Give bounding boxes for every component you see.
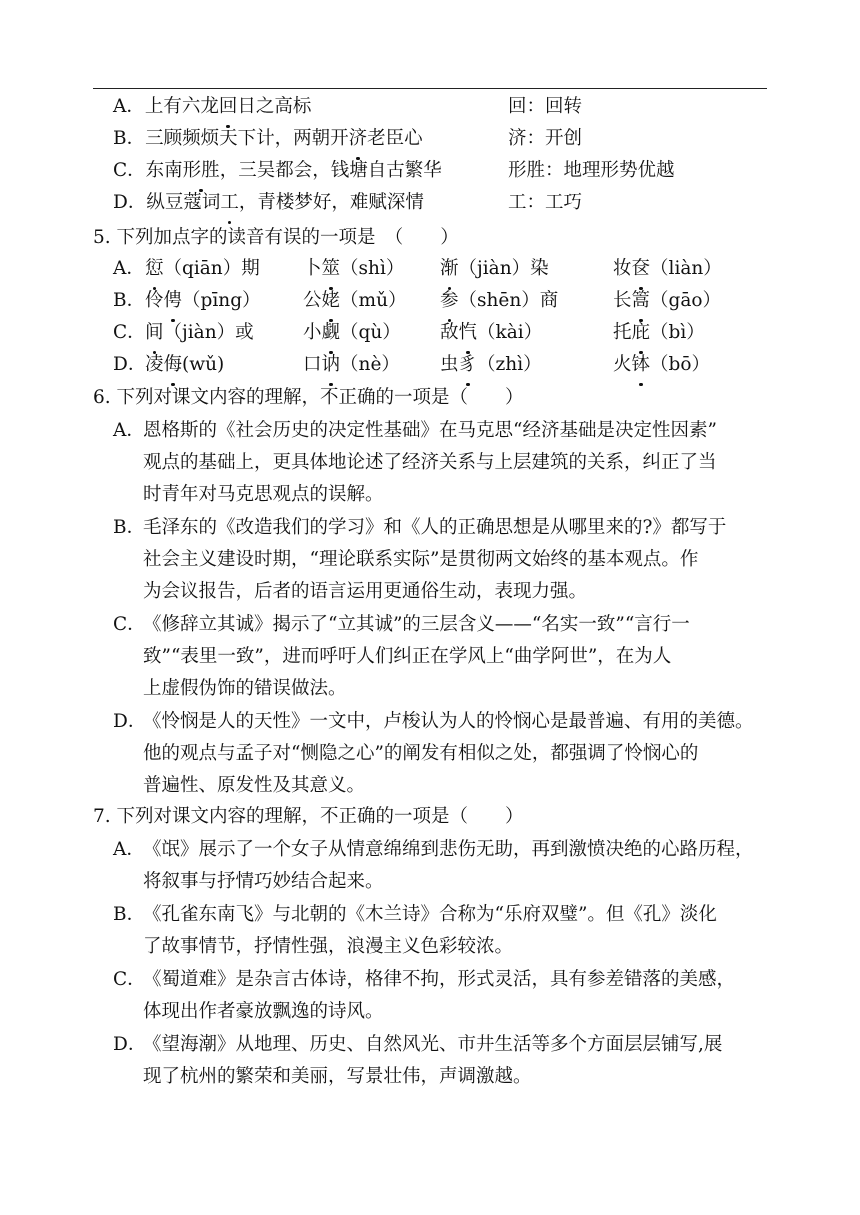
q7-stem: 7. 下列对课文内容的理解，不正确的一项是（ ） <box>93 806 524 827</box>
emphasis-dot-text: 侮 <box>164 349 183 381</box>
emphasis-dot-text: 觑 <box>322 317 341 349</box>
q4-option-d: D．纵豆蔻词工，青楼梦好，难赋深情 <box>113 187 424 219</box>
q6-option-label: D． <box>113 711 147 732</box>
q5-item: 妆奁（liàn） <box>613 253 722 285</box>
emphasis-dot-text: 篙 <box>632 285 651 317</box>
q6-stem: 6. 下列对课文内容的理解，不正确的一项是（ ） <box>93 387 524 408</box>
q5-item: 小觑（qù） <box>303 317 401 349</box>
emphasis-dot-text: 间 <box>145 317 164 349</box>
q5-item: 口讷（nè） <box>303 349 400 381</box>
q6-option-text: 《修辞立其诚》揭示了“立其诚”的三层含义——“名实一致”“言行一 致”“表里一致”，进而呼吁人们纠正在学风上“曲学阿世”，在为人 上虚假伪饰的错误做法。 <box>143 614 690 699</box>
emphasis-dot-text: 豸 <box>459 349 478 381</box>
emphasis-dot-text: 讷 <box>322 349 341 381</box>
emphasis-dot-text: 俜 <box>164 285 183 317</box>
q5-item: 公姥（mǔ） <box>303 285 407 317</box>
q7-option-label: C． <box>113 969 146 990</box>
q6-option-label: A． <box>113 420 145 441</box>
q5-item: 间（jiàn）或 <box>145 317 254 349</box>
emphasis-dot-text: 参 <box>440 285 459 317</box>
q7-option-text: 《孔雀东南飞》与北朝的《木兰诗》合称为“乐府双璧”。但《孔》淡化 了故事情节，抒情性强，浪漫主义色彩较浓。 <box>143 904 717 957</box>
q5-item: 伶俜（pīng） <box>145 285 261 317</box>
q6-option-text: 《怜悯是人的天性》一文中，卢梭认为人的怜悯心是最普遍、有用的美德。 他的观点与孟子对“恻隐之心”的阐发有相似之处，都强调了怜悯心的 普遍性、原发性及其意义。 <box>143 711 754 796</box>
q7-option-text: 《蜀道难》是杂言古体诗，格律不拘，形式灵活，具有参差错落的美感， 体现出作者豪放飘逸的诗风。 <box>143 969 736 1022</box>
q5-row-label: B． <box>113 290 146 311</box>
q5-item: 参（shēn）商 <box>440 285 558 317</box>
q4-option-b: B．三顾频烦天下计，两朝开济老臣心 <box>113 123 423 155</box>
q7-option-label: D． <box>113 1034 147 1055</box>
q6-option-label: C． <box>113 614 146 635</box>
emphasis-dot-text: 渐 <box>440 253 459 285</box>
q5-item: 愆（qiān）期 <box>145 253 260 285</box>
emphasis-dot-text: 筮 <box>322 253 341 285</box>
q6-option-label: B． <box>113 517 146 538</box>
q4-option-c: C．东南形胜，三吴都会，钱塘自古繁华 <box>113 155 442 187</box>
emphasis-dot-text: 回 <box>219 91 238 123</box>
q5-row-label: A． <box>113 258 145 279</box>
header-rule <box>93 88 767 89</box>
q4-option-a: A．上有六龙回日之高标 <box>113 91 311 123</box>
q5-item: 渐（jiàn）染 <box>440 253 549 285</box>
emphasis-dot-text: 姥 <box>322 285 341 317</box>
emphasis-dot-text: 工 <box>220 187 239 219</box>
q4-gloss-c: 形胜：地理形势优越 <box>508 160 675 181</box>
emphasis-dot-text: 形胜 <box>183 155 220 187</box>
q6-option-text: 恩格斯的《社会历史的决定性基础》在马克思“经济基础是决定性因素” 观点的基础上，更具体地论述了经济关系与上层建筑的关系，纠正了当 时青年对马克思观点的误解。 <box>143 420 717 505</box>
emphasis-dot-text: 奁 <box>632 253 651 285</box>
q5-item: 卜筮（shì） <box>303 253 404 285</box>
q4-gloss-b: 济：开创 <box>508 128 583 149</box>
q5-item: 托庇（bì） <box>613 317 705 349</box>
q6-option-text: 毛泽东的《改造我们的学习》和《人的正确思想是从哪里来的?》都写于 社会主义建设时期，“理论联系实际”是贯彻两文始终的基本观点。作 为会议报告，后者的语言运用更通俗生动，表现力强。 <box>143 517 727 602</box>
emphasis-dot-text: 愆 <box>145 253 164 285</box>
q5-item: 长篙（gāo） <box>613 285 721 317</box>
q7-option-label: A． <box>113 839 145 860</box>
emphasis-dot-text: 庇 <box>632 317 651 349</box>
q5-stem: 5. 下列加点字的读音有误的一项是 （ ） <box>93 227 459 248</box>
q5-row-label: C． <box>113 322 146 343</box>
q5-item: 虫豸（zhì） <box>440 349 542 381</box>
q7-option-text: 《氓》展示了一个女子从情意绵绵到悲伤无助，再到激愤决绝的心路历程， 将叙事与抒情巧妙结合起来。 <box>143 839 754 892</box>
q7-option-text: 《望海潮》从地理、历史、自然风光、市井生活等多个方面层层铺写,展 现了杭州的繁荣和美丽，写景壮伟，声调激越。 <box>143 1034 723 1087</box>
q4-gloss-a: 回：回转 <box>508 96 583 117</box>
emphasis-dot-text: 钵 <box>632 349 651 381</box>
q5-item: 敌忾（kài） <box>440 317 542 349</box>
q7-option-label: B． <box>113 904 146 925</box>
q4-gloss-d: 工：工巧 <box>508 192 583 213</box>
emphasis-dot-text: 忾 <box>459 317 478 349</box>
q5-item: 火钵（bō） <box>613 349 710 381</box>
q5-item: 凌侮(wǔ) <box>145 349 224 381</box>
q5-row-label: D． <box>113 354 147 375</box>
emphasis-dot-text: 济 <box>349 123 368 155</box>
